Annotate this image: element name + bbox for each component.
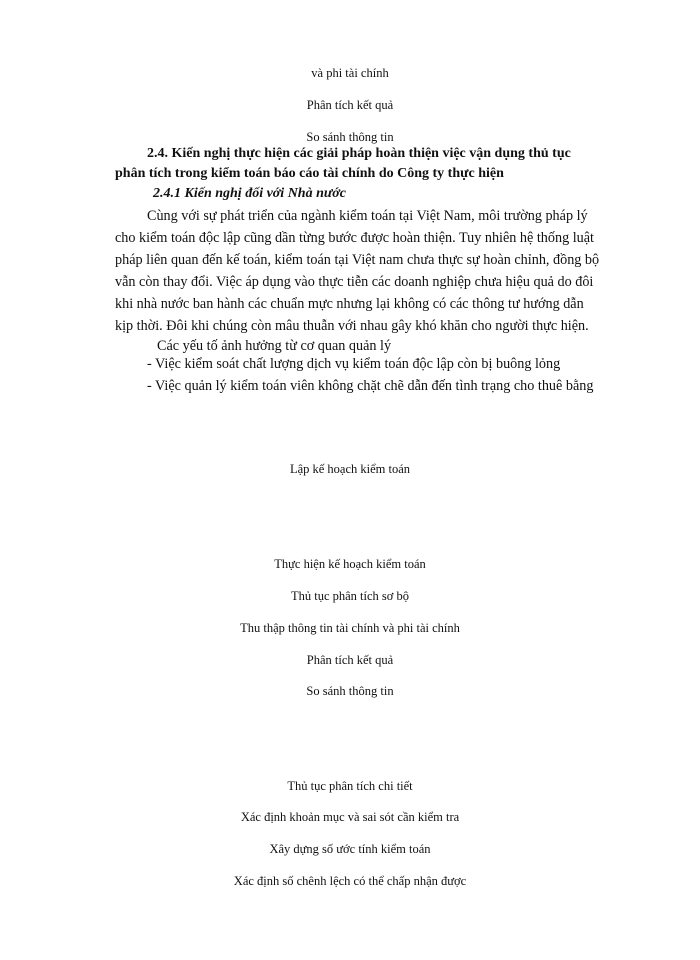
flow-step-compare-info: So sánh thông tin xyxy=(306,684,394,698)
flow-step-planning: Lập kế hoạch kiểm toán xyxy=(289,462,411,476)
section-heading-line1: 2.4. Kiến nghị thực hiện các giải pháp hoàn thiện việc vận dụng thủ tục xyxy=(147,146,571,161)
paragraph-line: kịp thời. Đôi khi chúng còn mâu thuẫn với nhau gây khó khăn cho người thực hiện. xyxy=(115,318,589,334)
paragraph-line: pháp liên quan đến kế toán, kiểm toán tại Việt nam chưa thực sự hoàn chỉnh, đồng bộ xyxy=(115,252,600,268)
paragraph-line: khi nhà nước ban hành các chuẩn mực nhưng lại không có các thông tư hướng dẫn xyxy=(115,296,584,312)
flow-step-compare-info: So sánh thông tin xyxy=(306,130,394,144)
flow-step-analyze-results: Phân tích kết quả xyxy=(306,98,394,112)
factors-intro: Các yếu tố ảnh hưởng từ cơ quan quản lý xyxy=(157,338,392,354)
flow-step-execution: Thực hiện kế hoạch kiểm toán xyxy=(274,557,426,571)
paragraph-line: Cùng với sự phát triển của ngành kiểm toán tại Việt Nam, môi trường pháp lý xyxy=(147,208,588,224)
flow-step-detailed-analysis: Thủ tục phân tích chi tiết xyxy=(287,779,413,793)
flow-step-acceptable-difference: Xác định số chênh lệch có thể chấp nhận được xyxy=(233,874,467,888)
flow-step-nonfinancial: và phi tài chính xyxy=(311,66,389,80)
subsection-heading: 2.4.1 Kiến nghị đối với Nhà nước xyxy=(153,186,346,201)
section-heading-line2: phân tích trong kiểm toán báo cáo tài chính do Công ty thực hiện xyxy=(115,166,504,181)
paragraph-line: cho kiểm toán độc lập cũng dần từng bước được hoàn thiện. Tuy nhiên hệ thống luật xyxy=(115,230,594,246)
factor-item: - Việc kiểm soát chất lượng dịch vụ kiểm toán độc lập còn bị buông lỏng xyxy=(147,356,561,372)
flow-step-identify-items: Xác định khoản mục và sai sót cần kiểm tra xyxy=(240,810,460,824)
flow-step-build-estimate: Xây dựng số ước tính kiểm toán xyxy=(269,842,431,856)
flow-step-analyze-results: Phân tích kết quả xyxy=(306,653,394,667)
factor-item: - Việc quản lý kiểm toán viên không chặt chẽ dẫn đến tình trạng cho thuê bằng xyxy=(147,378,594,394)
flow-step-collect-info: Thu thập thông tin tài chính và phi tài chính xyxy=(240,621,460,635)
paragraph-line: vẫn còn thay đổi. Việc áp dụng vào thực tiễn các doanh nghiệp chưa hiệu quả do đôi xyxy=(115,274,594,290)
flow-step-preliminary-analysis: Thủ tục phân tích sơ bộ xyxy=(290,589,410,603)
